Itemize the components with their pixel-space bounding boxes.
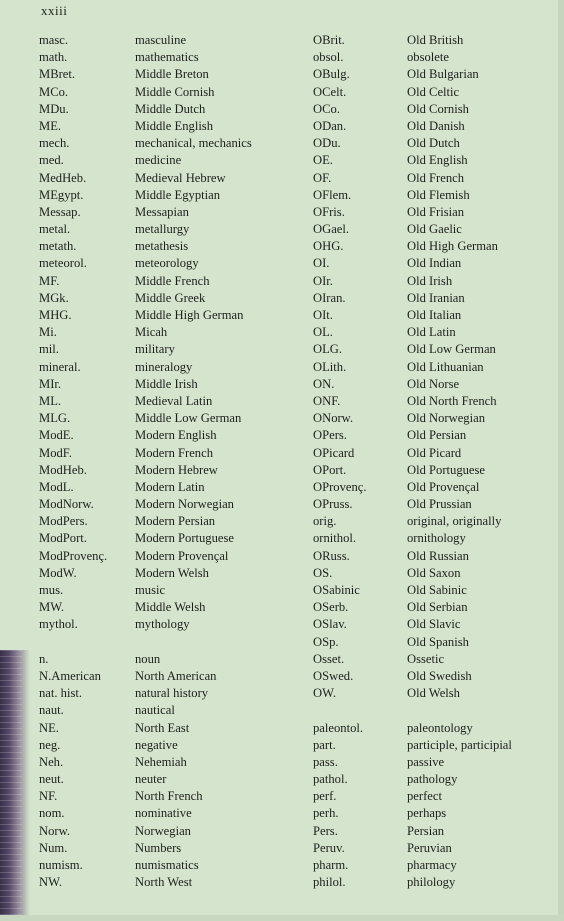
meaning-entry: Old Persian (407, 428, 467, 443)
abbreviation-entry: OIt. (313, 308, 333, 322)
abbreviation-entry: MedHeb. (39, 170, 87, 185)
meaning-entry: Middle High German (135, 308, 244, 322)
meaning-entry: Persian (407, 823, 445, 838)
abbreviation-entry: OSwed. (313, 668, 354, 683)
meaning-entry: military (135, 342, 175, 357)
meaning-entry: Ossetic (407, 651, 445, 666)
abbreviation-entry: metath. (39, 239, 77, 254)
abbreviation-entry: MCo. (39, 84, 69, 99)
abbreviation-entry: OSlav. (313, 617, 347, 632)
abbreviation-entry: OBulg. (313, 67, 350, 82)
abbreviation-entry: MBret. (39, 67, 76, 82)
abbreviation-entry: MW. (39, 600, 65, 615)
abbreviation-entry: numism. (39, 858, 83, 872)
meaning-entry: natural history (135, 686, 209, 701)
meaning-entry: Old Norse (407, 376, 460, 391)
abbreviation-entry: OIran. (313, 290, 346, 305)
meaning-entry: nautical (135, 703, 175, 718)
meaning-entry: Medieval Hebrew (135, 170, 226, 185)
abbreviation-entry: OGael. (313, 222, 350, 237)
abbreviation-entry: Norw. (39, 823, 71, 838)
meaning-entry: Middle Welsh (135, 600, 206, 615)
abbreviation-entry: OI. (313, 256, 330, 271)
abbreviation-entry: pathol. (313, 772, 348, 787)
meaning-entry: Middle Irish (135, 376, 198, 391)
meaning-entry (135, 634, 310, 651)
meaning-entry: Peruvian (407, 840, 452, 855)
meaning-entry: Old Celtic (407, 84, 460, 99)
meaning-entry: Old Serbian (407, 600, 468, 615)
meaning-entry: numismatics (135, 858, 199, 872)
abbreviation-entry: MF. (39, 273, 60, 288)
abbreviation-entry: philol. (313, 875, 346, 890)
meaning-entry: Modern Hebrew (135, 462, 218, 477)
meaning-entry: Old Saxon (407, 565, 461, 580)
abbreviation-entry: OCo. (313, 101, 340, 116)
abbreviation-entry: obsol. (313, 50, 344, 65)
abbreviation-entry: ONF. (313, 393, 341, 408)
meaning-entry: Old Gaelic (407, 222, 462, 237)
abbreviation-entry: ModNorw. (39, 497, 94, 512)
abbreviation-entry: ModF. (39, 445, 72, 460)
page-edge-bottom (0, 915, 564, 921)
abbreviation-entry: ModW. (39, 565, 77, 580)
meaning-entry: Old Italian (407, 308, 462, 322)
abbreviation-entry: OPruss. (313, 497, 353, 512)
abbreviation-entry: MDu. (39, 101, 69, 116)
abbreviation-entry: ModE. (39, 428, 74, 443)
meaning-column-left (135, 32, 310, 891)
meaning-column-right (407, 32, 557, 891)
book-binding-texture (0, 650, 22, 915)
meaning-entry: meteorology (135, 256, 199, 271)
abbreviation-entry: OFris. (313, 204, 345, 219)
meaning-entry: Modern Persian (135, 514, 216, 529)
abbreviation-entry: mineral. (39, 359, 81, 374)
abbreviation-entry: metal. (39, 222, 71, 237)
abbreviation-entry: Messap. (39, 204, 81, 219)
meaning-entry: Old Spanish (407, 634, 469, 649)
meaning-entry: North French (135, 789, 203, 804)
abbreviation-entry: Mi. (39, 325, 57, 340)
abbreviation-entry (39, 634, 135, 651)
meaning-entry: Middle Dutch (135, 101, 206, 116)
meaning-entry: Middle English (135, 118, 214, 133)
meaning-entry: ornithology (407, 531, 466, 546)
abbreviation-entry: OS. (313, 565, 333, 580)
meaning-entry: Old Danish (407, 118, 465, 133)
meaning-entry: mythology (135, 617, 190, 632)
meaning-entry: Old Indian (407, 256, 462, 271)
meaning-entry: metallurgy (135, 222, 190, 237)
meaning-entry: philology (407, 875, 456, 890)
abbreviation-entry: ModL. (39, 479, 74, 494)
meaning-entry: Old Slavic (407, 617, 461, 632)
abbreviation-entry: paleontol. (313, 720, 364, 735)
meaning-entry: medicine (135, 153, 182, 168)
abbreviation-entry: n. (39, 651, 49, 666)
abbreviation-entry: Pers. (313, 823, 338, 838)
abbreviation-entry: NW. (39, 875, 62, 890)
meaning-entry: negative (135, 737, 178, 752)
abbreviation-entry: mil. (39, 342, 59, 357)
abbreviation-entry: med. (39, 153, 64, 168)
meaning-entry: nominative (135, 806, 192, 821)
meaning-entry: participle, participial (407, 737, 512, 752)
abbreviation-entry: OE. (313, 153, 333, 168)
meaning-entry: mathematics (135, 50, 199, 65)
abbreviation-entry: OFlem. (313, 187, 352, 202)
meaning-entry: Middle French (135, 273, 210, 288)
meaning-entry: music (135, 583, 166, 597)
meaning-entry: Old Bulgarian (407, 67, 479, 82)
abbreviation-entry: OF. (313, 170, 332, 185)
meaning-entry: Old Iranian (407, 290, 465, 305)
meaning-entry: Old Irish (407, 273, 453, 288)
abbreviation-entry: ONorw. (313, 411, 354, 426)
abbreviation-entry: pharm. (313, 858, 349, 872)
meaning-entry: Micah (135, 325, 168, 340)
meaning-entry: Old High German (407, 239, 498, 254)
abbreviation-entry: OSp. (313, 634, 339, 649)
meaning-entry: Old Russian (407, 548, 469, 563)
abbreviation-entry: ODu. (313, 136, 341, 151)
abbreviation-entry: OLith. (313, 359, 347, 374)
abbreviation-entry: math. (39, 50, 68, 65)
meaning-entry: Modern Portuguese (135, 531, 234, 546)
abbreviation-entry: OPicard (313, 445, 355, 460)
abbreviation-entry: Peruv. (313, 840, 345, 855)
meaning-entry: obsolete (407, 50, 449, 65)
abbreviation-entry: mythol. (39, 617, 78, 632)
meaning-entry: masculine (135, 33, 187, 47)
abbreviation-entry: MHG. (39, 308, 72, 322)
abbreviation-entry: nat. hist. (39, 686, 83, 701)
meaning-entry: Numbers (135, 840, 182, 855)
abbreviation-entry: OBrit. (313, 33, 345, 47)
meaning-entry: Old Norwegian (407, 411, 485, 426)
meaning-entry: paleontology (407, 720, 473, 735)
abbreviation-entry: Osset. (313, 651, 345, 666)
meaning-entry: North West (135, 875, 193, 890)
abbreviation-entry: NE. (39, 720, 59, 735)
abbreviation-entry: OLG. (313, 342, 343, 357)
abbreviation-entry: neut. (39, 772, 64, 787)
abbreviation-entry: perh. (313, 806, 339, 821)
meaning-entry: Middle Egyptian (135, 187, 220, 202)
abbreviation-entry: OHG. (313, 239, 344, 254)
meaning-entry: Old Low German (407, 342, 496, 357)
abbreviation-entry: MEgypt. (39, 187, 84, 202)
meaning-entry: Messapian (135, 204, 189, 219)
abbreviation-entry: OL. (313, 325, 333, 340)
abbreviation-entry: neg. (39, 737, 61, 752)
meaning-entry: pharmacy (407, 858, 457, 872)
meaning-entry: Old North French (407, 393, 497, 408)
meaning-entry: Modern Norwegian (135, 497, 234, 512)
meaning-entry: Old Cornish (407, 101, 469, 116)
meaning-entry: Old French (407, 170, 465, 185)
meaning-entry: North American (135, 668, 217, 683)
abbreviation-entry: perf. (313, 789, 337, 804)
meaning-entry: neuter (135, 772, 167, 787)
abbreviation-entry: ModProvenç. (39, 548, 108, 563)
meaning-entry: original, originally (407, 514, 502, 529)
abbreviation-entry: OProvenç. (313, 479, 367, 494)
abbreviation-entry: OSabinic (313, 583, 360, 597)
abbreviation-entry: mus. (39, 583, 64, 597)
meaning-entry: Modern English (135, 428, 217, 443)
abbreviation-entry: OIr. (313, 273, 333, 288)
meaning-entry: Modern Welsh (135, 565, 209, 580)
meaning-entry: Modern Provençal (135, 548, 229, 563)
meaning-entry: Old Dutch (407, 136, 460, 151)
meaning-entry: Old Lithuanian (407, 359, 484, 374)
meaning-entry: Old Latin (407, 325, 456, 340)
abbreviation-entry: OW. (313, 686, 336, 701)
abbreviation-entry: OPort. (313, 462, 347, 477)
abbreviation-entry (313, 702, 407, 719)
abbreviation-column-left (39, 32, 135, 891)
meaning-entry: Middle Cornish (135, 84, 215, 99)
abbreviation-entry: ML. (39, 393, 62, 408)
meaning-entry: noun (135, 651, 161, 666)
abbreviation-entry: N.American (39, 668, 101, 683)
abbreviation-entry: masc. (39, 33, 69, 47)
meaning-entry: Nehemiah (135, 754, 187, 769)
abbreviation-entry: naut. (39, 703, 64, 718)
meaning-entry: Old Flemish (407, 187, 470, 202)
meaning-entry: Old English (407, 153, 468, 168)
abbreviation-entry: OSerb. (313, 600, 349, 615)
meaning-entry: Norwegian (135, 823, 191, 838)
abbreviation-column-right (313, 32, 407, 891)
abbreviation-entry: NF. (39, 789, 58, 804)
abbreviation-entry: ON. (313, 376, 335, 391)
meaning-entry: Middle Greek (135, 290, 206, 305)
abbreviation-entry: OCelt. (313, 84, 347, 99)
abbreviation-entry: OPers. (313, 428, 347, 443)
abbreviation-entry: Neh. (39, 754, 64, 769)
meaning-entry: Old British (407, 33, 464, 47)
meaning-entry: Middle Low German (135, 411, 242, 426)
abbreviation-entry: ORuss. (313, 548, 350, 563)
meaning-entry: Old Provençal (407, 479, 480, 494)
abbreviation-entry: ME. (39, 118, 62, 133)
abbreviation-entry: part. (313, 737, 336, 752)
meaning-entry: Old Sabinic (407, 583, 467, 597)
abbreviation-entry: ModPers. (39, 514, 88, 529)
meaning-entry: Middle Breton (135, 67, 209, 82)
abbreviation-entry: Num. (39, 840, 68, 855)
abbreviation-entry: MLG. (39, 411, 71, 426)
meaning-entry: pathology (407, 772, 458, 787)
meaning-entry: perfect (407, 789, 442, 804)
abbreviation-entry: ModPort. (39, 531, 87, 546)
meaning-entry: Old Prussian (407, 497, 472, 512)
meaning-entry: Medieval Latin (135, 393, 213, 408)
abbreviation-entry: ornithol. (313, 531, 357, 546)
abbreviation-entry: meteorol. (39, 256, 87, 271)
page-edge-right (558, 0, 564, 921)
meaning-entry: Modern Latin (135, 479, 205, 494)
meaning-entry: perhaps (407, 806, 447, 821)
meaning-entry: mineralogy (135, 359, 193, 374)
meaning-entry: mechanical, mechanics (135, 136, 252, 151)
meaning-entry: metathesis (135, 239, 189, 254)
meaning-entry: Old Welsh (407, 686, 460, 701)
meaning-entry: Old Frisian (407, 204, 465, 219)
meaning-entry: Old Portuguese (407, 462, 486, 477)
meaning-entry: North East (135, 720, 190, 735)
meaning-entry (407, 702, 557, 719)
abbreviation-entry: ModHeb. (39, 462, 87, 477)
abbreviation-entry: MGk. (39, 290, 69, 305)
abbreviation-entry: MIr. (39, 376, 62, 391)
abbreviation-entry: orig. (313, 514, 337, 529)
meaning-entry: Old Picard (407, 445, 462, 460)
abbreviation-entry: ODan. (313, 118, 347, 133)
meaning-entry: passive (407, 754, 445, 769)
meaning-entry: Modern French (135, 445, 213, 460)
abbreviation-entry: mech. (39, 136, 70, 151)
page-number: xxiii (41, 3, 68, 18)
abbreviation-entry: pass. (313, 754, 338, 769)
abbreviation-entry: nom. (39, 806, 65, 821)
meaning-entry: Old Swedish (407, 668, 472, 683)
